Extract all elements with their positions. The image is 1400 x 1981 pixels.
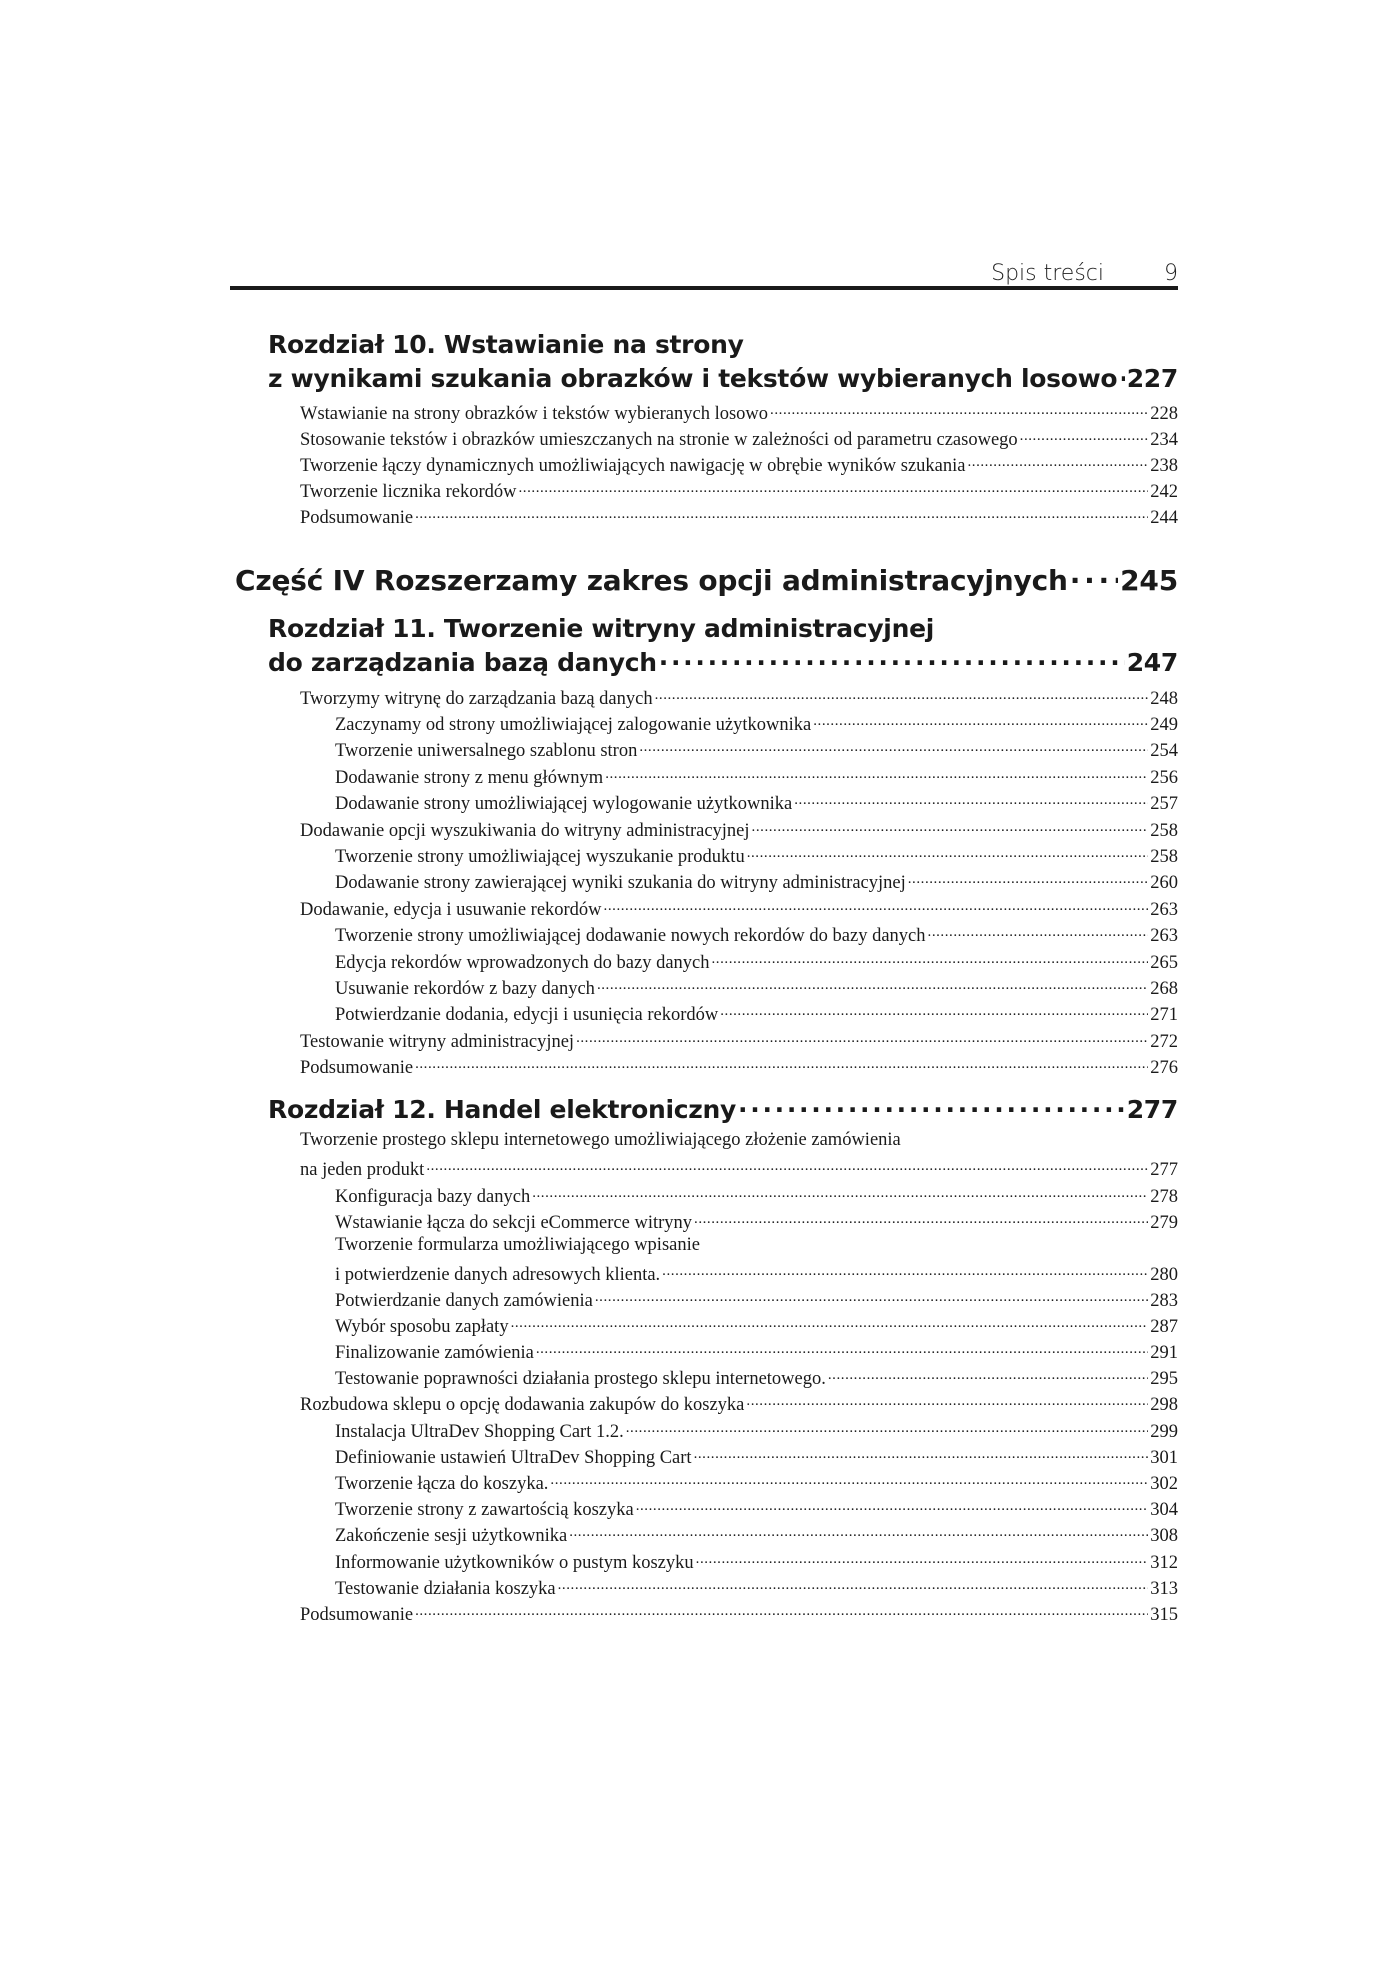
chapter-11-page: 247 <box>1126 648 1178 677</box>
toc-entry-label: Dodawanie strony zawierającej wyniki szukania do witryny administracyjnej <box>335 873 906 894</box>
toc-entry <box>335 1470 1178 1495</box>
toc-entry-label: Wybór sposobu zapłaty <box>335 1316 509 1337</box>
leader-dots <box>752 817 1149 836</box>
toc-entry-label: Stosowanie tekstów i obrazków umieszczanych na stronie w zależności od parametru czasowego <box>300 429 1018 450</box>
leader-dots <box>694 1444 1149 1463</box>
toc-entry-label: Testowanie witryny administracyjnej <box>300 1031 575 1052</box>
toc-entry-page: 312 <box>1150 1552 1178 1573</box>
toc-entry-label: Podsumowanie <box>300 1058 414 1079</box>
toc-entry-page: 298 <box>1150 1395 1178 1416</box>
toc-entry-page: 248 <box>1150 688 1178 709</box>
toc-entry-page: 279 <box>1150 1212 1178 1233</box>
leader-dots <box>605 764 1148 783</box>
chapter-12-title: Rozdział 12. Handel elektroniczny <box>268 1095 737 1124</box>
toc-entry-label: Tworzenie strony umożliwiającej wyszukanie produktu <box>335 846 745 867</box>
leader-dots <box>712 949 1149 968</box>
toc-entry-label: Dodawanie opcji wyszukiwania do witryny administracyjnej <box>300 820 750 841</box>
toc-entry <box>300 1601 1178 1626</box>
toc-entry-label: Tworzenie strony umożliwiającej dodawanie nowych rekordów do bazy danych <box>335 926 926 947</box>
toc-entry-page: 257 <box>1150 794 1178 815</box>
toc-entry-label: Dodawanie strony z menu głównym <box>335 767 604 788</box>
toc-entry-page: 271 <box>1150 1005 1178 1026</box>
leader-dots <box>550 1470 1148 1489</box>
toc-entry <box>335 975 1178 1000</box>
leader-dots <box>595 1287 1148 1306</box>
toc-entry-label: Usuwanie rekordów z bazy danych <box>335 978 595 999</box>
toc-entry-label: Definiowanie ustawień UltraDev Shopping Cart <box>335 1447 692 1468</box>
leader-dots <box>569 1523 1148 1542</box>
toc-entry <box>335 1575 1178 1600</box>
leader-dots <box>626 1418 1149 1437</box>
chapter-10-page: 227 <box>1126 364 1178 393</box>
toc-entry <box>300 685 1178 710</box>
toc-entry <box>300 1156 1178 1181</box>
toc-entry-page: 283 <box>1150 1290 1178 1311</box>
leader-dots <box>794 791 1148 810</box>
leader-dots <box>639 738 1148 757</box>
toc-entry <box>335 738 1178 763</box>
toc-entry <box>300 452 1178 477</box>
toc-entry <box>300 896 1178 921</box>
toc-entry-label: Informowanie użytkowników o pustym koszyku <box>335 1552 694 1573</box>
toc-entry-page: 280 <box>1150 1264 1178 1285</box>
toc-entry <box>335 870 1178 895</box>
toc-entry-page: 258 <box>1150 846 1178 867</box>
leader-dots <box>1070 562 1118 590</box>
chapter-12-heading <box>268 1093 1178 1124</box>
leader-dots <box>747 843 1149 862</box>
chapter-10-heading <box>268 362 1178 393</box>
chapter-10-title-line2: z wynikami szukania obrazków i tekstów wybieranych losowo <box>268 364 1118 393</box>
leader-dots <box>694 1209 1148 1228</box>
toc-entry-line1: Tworzenie formularza umożliwiającego wpisanie <box>335 1235 700 1255</box>
toc-entry-page: 244 <box>1150 508 1178 529</box>
toc-entry <box>335 1313 1178 1338</box>
leader-dots <box>696 1549 1149 1568</box>
running-head-title: Spis treści <box>991 261 1104 286</box>
part-4-heading <box>235 562 1178 597</box>
leader-dots <box>636 1497 1149 1516</box>
toc-entry-page: 278 <box>1150 1186 1178 1207</box>
toc-entry <box>335 1366 1178 1391</box>
leader-dots <box>828 1366 1148 1385</box>
leader-dots <box>908 870 1149 889</box>
toc-entry-label: Tworzenie licznika rekordów <box>300 482 517 503</box>
toc-entry-page: 287 <box>1150 1316 1178 1337</box>
toc-entry <box>335 1002 1178 1027</box>
toc-entry-label: Wstawianie łącza do sekcji eCommerce witryny <box>335 1212 693 1233</box>
toc-entry-label: Tworzenie łączy dynamicznych umożliwiających nawigację w obrębie wyników szukania <box>300 455 966 476</box>
toc-entry <box>335 1549 1178 1574</box>
toc-entry-label: Zakończenie sesji użytkownika <box>335 1526 568 1547</box>
toc-entry-label: Testowanie działania koszyka <box>335 1578 556 1599</box>
toc-entry-page: 301 <box>1150 1447 1178 1468</box>
leader-dots <box>662 1261 1148 1280</box>
toc-entry <box>335 923 1178 948</box>
toc-entry-label: na jeden produkt <box>300 1159 425 1180</box>
toc-entry-label: Tworzenie strony z zawartością koszyka <box>335 1500 634 1521</box>
leader-dots <box>597 975 1148 994</box>
toc-entry-page: 304 <box>1150 1500 1178 1521</box>
toc-entry <box>300 1392 1178 1417</box>
leader-dots <box>511 1313 1149 1332</box>
toc-entry-line1: Tworzenie prostego sklepu internetowego umożliwiającego złożenie zamówienia <box>300 1130 901 1150</box>
toc-entry-label: Testowanie poprawności działania prostego sklepu internetowego. <box>335 1369 826 1390</box>
toc-entry-label: Tworzenie łącza do koszyka. <box>335 1473 549 1494</box>
toc-entry <box>335 1444 1178 1469</box>
toc-entry-label: Zaczynamy od strony umożliwiającej zalogowanie użytkownika <box>335 714 812 735</box>
leader-dots <box>415 1601 1148 1620</box>
toc-entry-page: 268 <box>1150 978 1178 999</box>
toc-entry <box>335 1497 1178 1522</box>
toc-entry <box>300 426 1178 451</box>
chapter-11-heading <box>268 646 1178 677</box>
leader-dots <box>604 896 1149 915</box>
toc-entry <box>335 1183 1178 1208</box>
toc-entry-page: 291 <box>1150 1342 1178 1363</box>
toc-entry-label: Dodawanie strony umożliwiającej wylogowanie użytkownika <box>335 794 793 815</box>
toc-entry-page: 299 <box>1150 1421 1178 1442</box>
toc-entry-page: 249 <box>1150 714 1178 735</box>
toc-entry-page: 302 <box>1150 1473 1178 1494</box>
toc-entry-label: Finalizowanie zamówienia <box>335 1342 534 1363</box>
toc-entry-page: 263 <box>1150 899 1178 920</box>
leader-dots <box>746 1392 1148 1411</box>
leader-dots <box>536 1339 1148 1358</box>
toc-entry <box>335 1418 1178 1443</box>
leader-dots <box>720 1002 1148 1021</box>
toc-entry-label: Edycja rekordów wprowadzonych do bazy danych <box>335 952 710 973</box>
toc-entry-label: Wstawianie na strony obrazków i tekstów wybieranych losowo <box>300 403 769 424</box>
part-4-page: 245 <box>1120 564 1178 597</box>
toc-entry-page: 276 <box>1150 1058 1178 1079</box>
toc-entry <box>335 764 1178 789</box>
toc-entry-page: 254 <box>1150 741 1178 762</box>
toc-entry <box>335 1523 1178 1548</box>
leader-dots <box>415 1055 1148 1074</box>
toc-entry <box>300 400 1178 425</box>
leader-dots <box>558 1575 1149 1594</box>
toc-entry-label: Tworzymy witrynę do zarządzania bazą danych <box>300 688 653 709</box>
toc-entry-label: Potwierdzanie danych zamówienia <box>335 1290 593 1311</box>
leader-dots <box>967 452 1148 471</box>
leader-dots <box>738 1093 1125 1118</box>
toc-entry-label: Potwierdzanie dodania, edycji i usunięcia rekordów <box>335 1005 719 1026</box>
toc-entry <box>335 949 1178 974</box>
toc-entry <box>300 1028 1178 1053</box>
toc-entry <box>300 817 1178 842</box>
toc-entry-label: Instalacja UltraDev Shopping Cart 1.2. <box>335 1421 624 1442</box>
toc-entry <box>300 1055 1178 1080</box>
toc-entry-label: Tworzenie uniwersalnego szablonu stron <box>335 741 638 762</box>
toc-entry <box>300 505 1178 530</box>
toc-entry <box>335 1287 1178 1312</box>
leader-dots <box>813 711 1148 730</box>
toc-entry <box>335 1261 1178 1286</box>
toc-entry-page: 308 <box>1150 1526 1178 1547</box>
leader-dots <box>532 1183 1148 1202</box>
toc-entry-page: 234 <box>1150 429 1178 450</box>
leader-dots <box>1020 426 1149 445</box>
running-head <box>230 250 1178 286</box>
toc-entry-page: 313 <box>1150 1578 1178 1599</box>
leader-dots <box>659 646 1125 671</box>
toc-entry-page: 315 <box>1150 1604 1178 1625</box>
toc-entry-page: 277 <box>1150 1159 1178 1180</box>
toc-entry-page: 238 <box>1150 455 1178 476</box>
leader-dots <box>519 479 1149 498</box>
toc-entry <box>335 1339 1178 1364</box>
toc-entry-page: 258 <box>1150 820 1178 841</box>
leader-dots <box>770 400 1148 419</box>
toc-entry-label: Konfiguracja bazy danych <box>335 1186 531 1207</box>
leader-dots <box>426 1156 1148 1175</box>
leader-dots <box>655 685 1149 704</box>
chapter-12-page: 277 <box>1126 1095 1178 1124</box>
toc-entry <box>335 1209 1178 1234</box>
toc-entry-page: 260 <box>1150 873 1178 894</box>
leader-dots <box>576 1028 1148 1047</box>
chapter-10-title-line1: Rozdział 10. Wstawianie na strony <box>268 330 744 359</box>
part-4-title: Część IV Rozszerzamy zakres opcji administracyjnych <box>235 564 1068 597</box>
toc-entry-page: 256 <box>1150 767 1178 788</box>
toc-entry-label: Dodawanie, edycja i usuwanie rekordów <box>300 899 602 920</box>
toc-entry <box>335 791 1178 816</box>
toc-entry-label: i potwierdzenie danych adresowych klienta. <box>335 1264 661 1285</box>
running-head-page-number: 9 <box>1164 261 1178 286</box>
leader-dots <box>415 505 1148 524</box>
toc-entry-page: 272 <box>1150 1031 1178 1052</box>
toc-entry <box>335 843 1178 868</box>
toc-entry-label: Podsumowanie <box>300 508 414 529</box>
chapter-11-title-line1: Rozdział 11. Tworzenie witryny administracyjnej <box>268 614 935 643</box>
leader-dots <box>1119 362 1124 387</box>
toc-entry-page: 265 <box>1150 952 1178 973</box>
toc-entry-label: Rozbudowa sklepu o opcję dodawania zakupów do koszyka <box>300 1395 745 1416</box>
toc-entry <box>300 479 1178 504</box>
toc-entry-page: 263 <box>1150 926 1178 947</box>
toc-entry-page: 228 <box>1150 403 1178 424</box>
toc-entry-label: Podsumowanie <box>300 1604 414 1625</box>
header-rule <box>230 286 1178 290</box>
leader-dots <box>928 923 1149 942</box>
toc-entry-page: 295 <box>1150 1369 1178 1390</box>
toc-entry <box>335 711 1178 736</box>
toc-entry-page: 242 <box>1150 482 1178 503</box>
chapter-11-title-line2: do zarządzania bazą danych <box>268 648 657 677</box>
